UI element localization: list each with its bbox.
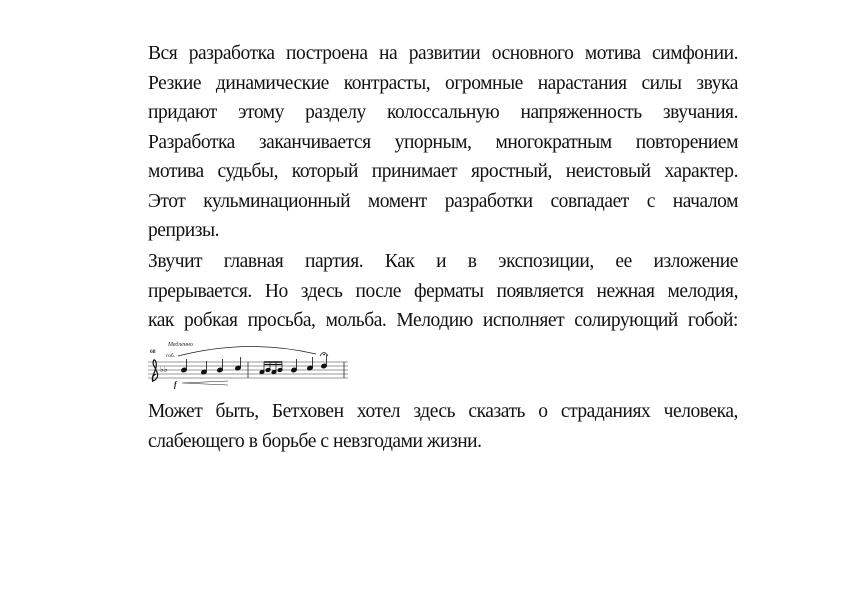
- music-notation-example: [148, 340, 348, 390]
- text-line: прерывается. Но здесь после ферматы появляется нежная мелодия,: [148, 280, 738, 302]
- fermata-dot: [323, 354, 325, 356]
- text-line: как робкая просьба, мольба. Мелодию исполняет солирующий гобой:: [148, 310, 738, 331]
- text-line: Вся разработка построена на развитии основного мотива симфонии.: [148, 43, 738, 64]
- dynamic-marking: f: [174, 380, 177, 389]
- paragraph-main-theme: [148, 247, 738, 336]
- instrument-label: гоб.: [166, 353, 176, 359]
- decrescendo-hairpin: [182, 381, 228, 385]
- text-line: мотива судьбы, который принимает яростный, неистовый характер.: [148, 161, 738, 182]
- slur-mark: [178, 346, 316, 356]
- text-line: Резкие динамические контрасты, огромные нарастания силы звука: [148, 72, 738, 94]
- text-line: придают этому разделу колоссальную напряженность звучания.: [148, 102, 738, 123]
- text-line: Разработка заканчивается упорным, многократным повторением: [148, 131, 738, 153]
- text-line: репризы.: [148, 220, 220, 241]
- text-line: слабеющего в борьбе с невзгодами жизни.: [148, 430, 482, 452]
- text-line: Звучит главная партия. Как и в экспозиции, ее изложение: [148, 251, 738, 272]
- notes-group: [181, 355, 344, 378]
- tempo-marking: Медленно: [168, 342, 193, 348]
- flat-sign-icon: ♭♭: [160, 365, 168, 374]
- treble-clef-icon: [152, 360, 157, 382]
- text-line: Этот кульминационный момент разработки совпадает с началом: [148, 190, 738, 212]
- paragraph-development: [148, 39, 738, 246]
- text-line: Может быть, Бетховен хотел здесь сказать о страданиях человека,: [148, 401, 738, 422]
- measure-number: 68: [150, 349, 156, 355]
- paragraph-beethoven: [148, 397, 738, 456]
